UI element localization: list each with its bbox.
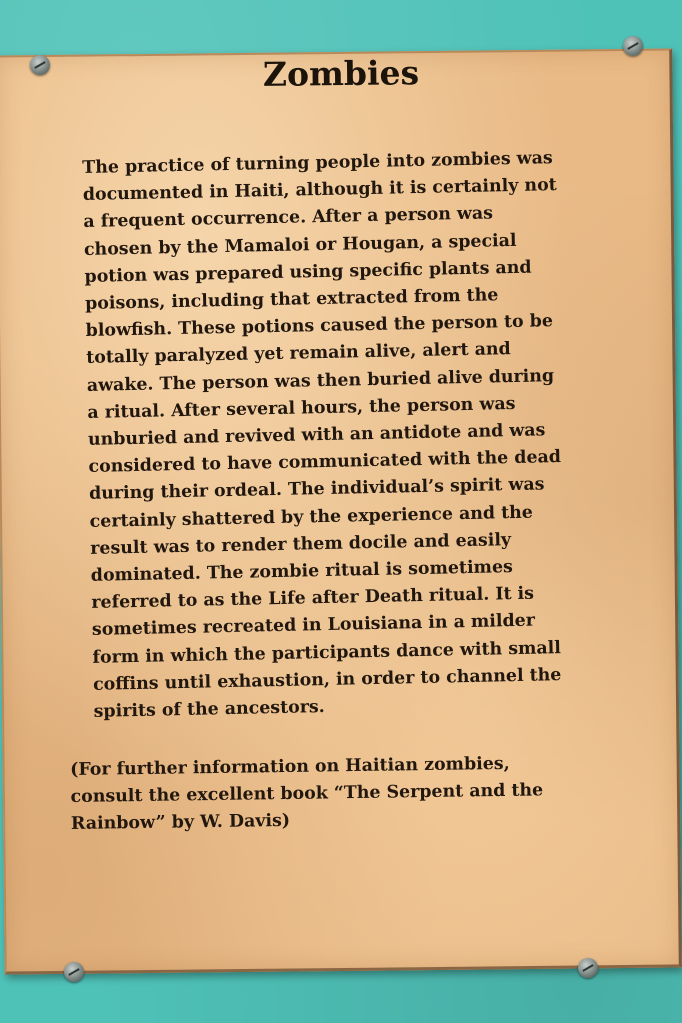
book-reference-note [70, 749, 616, 838]
body-line: documented in Haiti, although it is certainly not [82, 175, 557, 206]
body-line: result was to render them docile and easily [90, 529, 512, 559]
screw-bottom-right-icon [578, 958, 598, 978]
body-line: a frequent occurrence. After a person was [83, 203, 494, 233]
body-line: during their ordeal. The individual’s spirit was [88, 474, 545, 505]
body-line: awake. The person was then buried alive during [86, 365, 555, 396]
note-line: (For further information on Haitian zombies, [70, 753, 510, 780]
body-line: a ritual. After several hours, the person was [87, 393, 516, 423]
body-line: dominated. The zombie ritual is sometimes [90, 557, 514, 586]
body-line: unburied and revived with an antidote and was [87, 420, 546, 450]
body-line: spirits of the ancestors. [93, 697, 325, 722]
body-line: coffins until exhaustion, in order to channel the [92, 664, 562, 695]
body-line: referred to as the Life after Death ritual. It is [91, 583, 535, 614]
screw-bottom-left-icon [64, 962, 84, 982]
body-line: certainly shattered by the experience and the [89, 502, 534, 532]
body-line: poisons, including that extracted from the [84, 285, 499, 314]
note-line: consult the excellent book “The Serpent and the [70, 780, 544, 808]
body-line: The practice of turning people into zombies was [82, 148, 553, 178]
body-line: totally paralyzed yet remain alive, alert and [86, 339, 511, 369]
body-line: chosen by the Mamaloi or Hougan, a special [83, 230, 517, 260]
body-line: sometimes recreated in Louisiana in a milder [91, 611, 536, 641]
body-line: potion was prepared using specific plants and [84, 257, 532, 287]
sign-body-paragraph [82, 144, 629, 726]
body-line: blowfish. These potions caused the person to be [85, 311, 554, 342]
note-line: Rainbow” by W. Davis) [70, 811, 291, 835]
body-line: form in which the participants dance with small [92, 637, 562, 668]
body-line: considered to have communicated with the dead [88, 447, 562, 478]
sign-title: Zombies [262, 53, 420, 94]
